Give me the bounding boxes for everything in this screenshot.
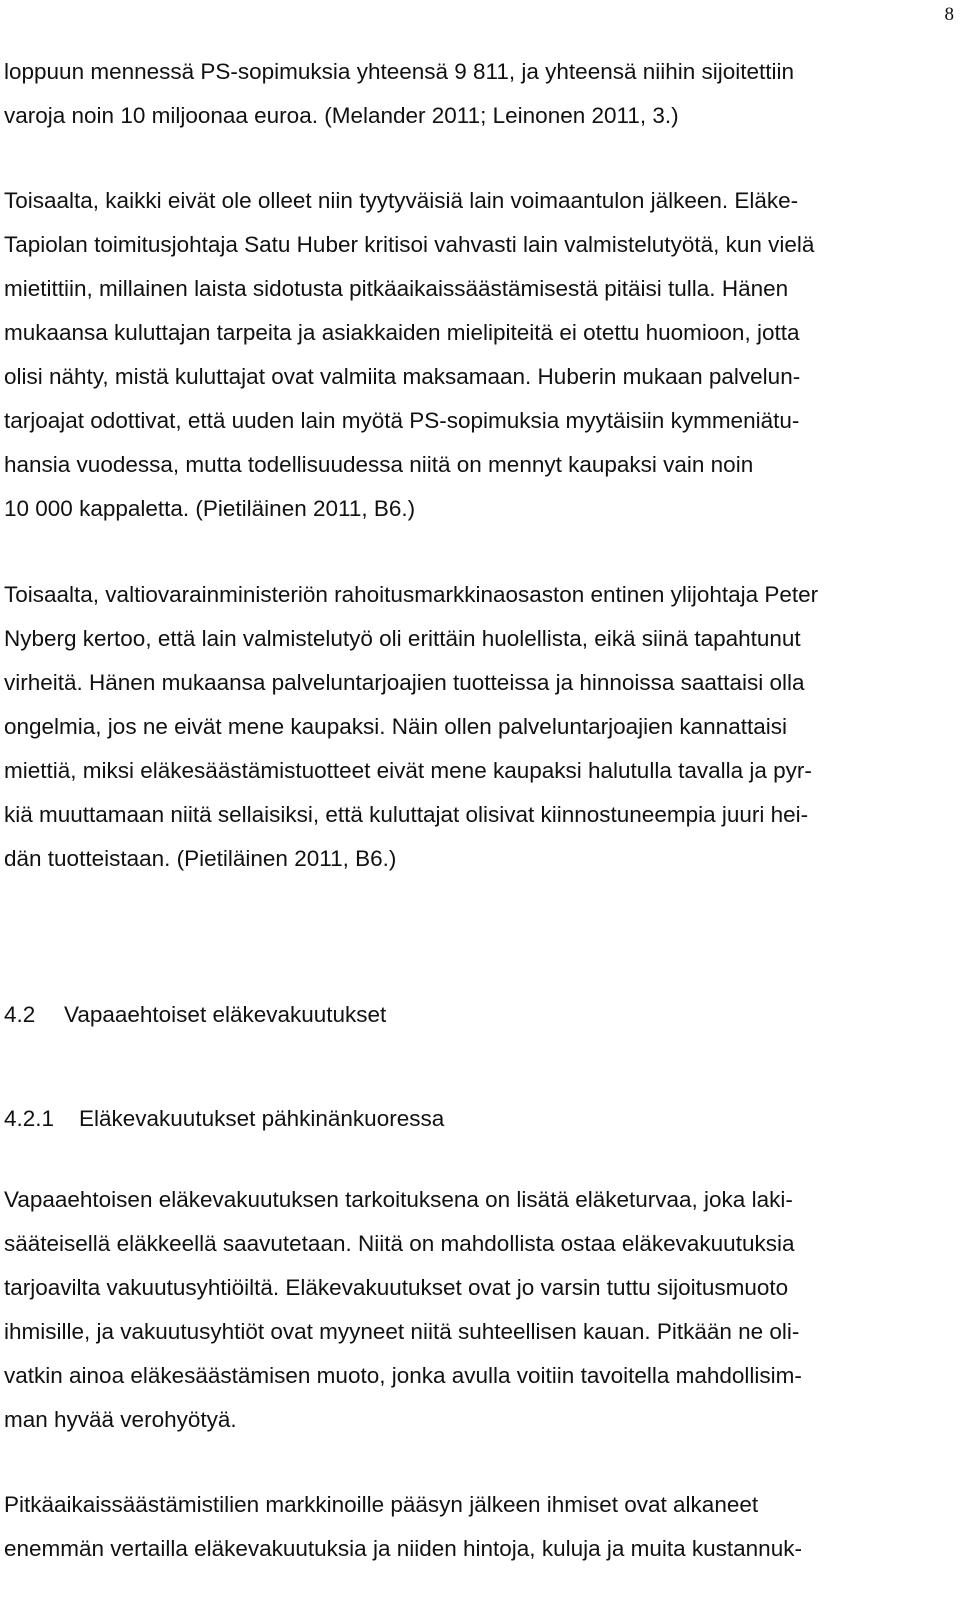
section-heading-4-2-1 xyxy=(4,1104,444,1134)
text-line: enemmän vertailla eläkevakuutuksia ja niiden hintoja, kuluja ja muita kustannuk- xyxy=(4,1536,802,1561)
text-line: Pitkäaikaissäästämistilien markkinoille pääsyn jälkeen ihmiset ovat alkaneet xyxy=(4,1492,759,1517)
text-line: hansia vuodessa, mutta todellisuudessa niitä on mennyt kaupaksi vain noin xyxy=(4,452,754,477)
text-line: tarjoavilta vakuutusyhtiöiltä. Eläkevakuutukset ovat jo varsin tuttu sijoitusmuoto xyxy=(4,1275,789,1300)
text-line: ongelmia, jos ne eivät mene kaupaksi. Näin ollen palveluntarjoajien kannattaisi xyxy=(4,714,787,739)
text-line: man hyvää verohyötyä. xyxy=(4,1407,237,1432)
text-line: sääteisellä eläkkeellä saavutetaan. Niitä on mahdollista ostaa eläkevakuutuksia xyxy=(4,1231,795,1256)
text-line: Tapiolan toimitusjohtaja Satu Huber kritisoi vahvasti lain valmistelutyötä, kun vielä xyxy=(4,232,815,257)
text-line: vatkin ainoa eläkesäästämisen muoto, jonka avulla voitiin tavoitella mahdollisim- xyxy=(4,1363,802,1388)
section-number: 4.2.1 xyxy=(4,1106,55,1131)
text-line: ihmisille, ja vakuutusyhtiöt ovat myyneet niitä suhteellisen kauan. Pitkään ne oli- xyxy=(4,1319,800,1344)
text-line: Toisaalta, kaikki eivät ole olleet niin tyytyväisiä lain voimaantulon jälkeen. Eläke- xyxy=(4,188,799,213)
text-line: kiä muuttamaan niitä sellaisiksi, että kuluttajat olisivat kiinnostuneempia juuri hei- xyxy=(4,802,809,827)
text-line: mukaansa kuluttajan tarpeita ja asiakkaiden mielipiteitä ei otettu huomioon, jotta xyxy=(4,320,800,345)
text-line: varoja noin 10 miljoonaa euroa. (Melander 2011; Leinonen 2011, 3.) xyxy=(4,103,679,128)
section-heading-4-2 xyxy=(4,1000,386,1030)
section-title: Eläkevakuutukset pähkinänkuoressa xyxy=(79,1106,445,1131)
page-number: 8 xyxy=(944,4,954,25)
section-title: Vapaaehtoiset eläkevakuutukset xyxy=(64,1002,387,1027)
text-line: loppuun mennessä PS-sopimuksia yhteensä 9 811, ja yhteensä niihin sijoitettiin xyxy=(4,59,795,84)
text-line: Vapaaehtoisen eläkevakuutuksen tarkoituksena on lisätä eläketurvaa, joka laki- xyxy=(4,1187,793,1212)
text-line: tarjoajat odottivat, että uuden lain myötä PS-sopimuksia myytäisiin kymmeniätu- xyxy=(4,408,800,433)
text-line: virheitä. Hänen mukaansa palveluntarjoajien tuotteissa ja hinnoissa saattaisi olla xyxy=(4,670,805,695)
text-line: dän tuotteistaan. (Pietiläinen 2011, B6.) xyxy=(4,846,397,871)
text-line: Nyberg kertoo, että lain valmistelutyö oli erittäin huolellista, eikä siinä tapahtunut xyxy=(4,626,801,651)
text-line: mietittiin, millainen laista sidotusta pitkäaikaissäästämisestä pitäisi tulla. Hänen xyxy=(4,276,789,301)
text-line: miettiä, miksi eläkesäästämistuotteet eivät mene kaupaksi halutulla tavalla ja pyr- xyxy=(4,758,812,783)
section-number: 4.2 xyxy=(4,1002,36,1027)
text-line: 10 000 kappaletta. (Pietiläinen 2011, B6.) xyxy=(4,496,416,521)
text-line: Toisaalta, valtiovarainministeriön rahoitusmarkkinaosaston entinen ylijohtaja Peter xyxy=(4,582,819,607)
text-line: olisi nähty, mistä kuluttajat ovat valmiita maksamaan. Huberin mukaan palvelun- xyxy=(4,364,801,389)
